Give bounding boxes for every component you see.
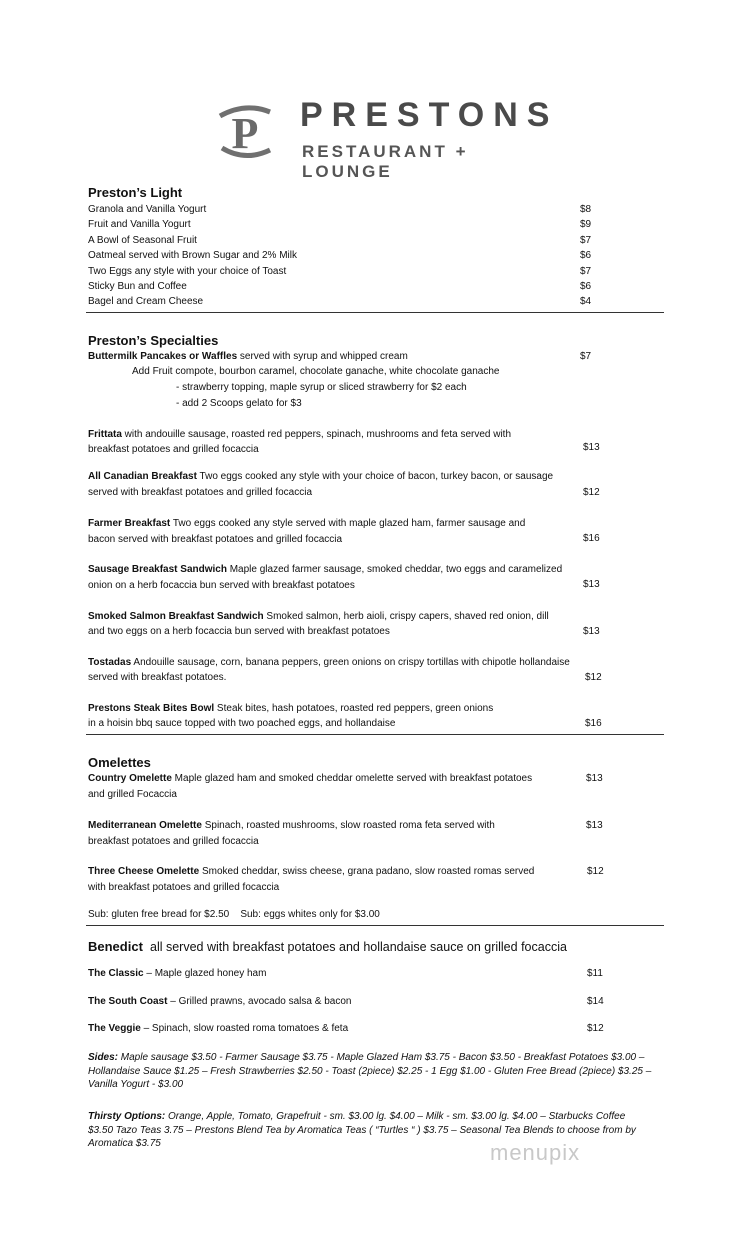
item-desc: onion on a herb focaccia bun served with breakfast potatoes [88,580,355,591]
list-item: All Canadian Breakfast Two eggs cooked any style with your choice of bacon, turkey bacon, or sausage [88,471,554,482]
addon-text: - strawberry topping, maple syrup or sliced strawberry for $2 each [176,382,467,393]
item-price: $6 [580,250,592,261]
item-desc: and two eggs on a herb focaccia bun served with breakfast potatoes [88,626,390,637]
list-item: Sticky Bun and Coffee [88,281,187,292]
list-item: Oatmeal served with Brown Sugar and 2% Milk [88,250,297,261]
item-price: $16 [585,718,602,729]
list-item: The Classic – Maple glazed honey ham [88,968,267,979]
item-desc: served with breakfast potatoes and grilled focaccia [88,487,313,498]
watermark: menupix [490,1140,581,1165]
divider [86,734,664,735]
item-price: $7 [580,266,592,277]
list-item: Prestons Steak Bites Bowl Steak bites, hash potatoes, roasted red peppers, green onions [88,703,494,714]
item-desc: bacon served with breakfast potatoes and grilled focaccia [88,534,343,545]
item-price: $7 [580,351,592,362]
list-item: Tostadas Andouille sausage, corn, banana peppers, green onions on crispy tortillas with chipotle hollandaise [88,657,570,668]
sides-list: Sides: Maple sausage $3.50 - Farmer Sausage $3.75 - Maple Glazed Ham $3.75 - Bacon $3.50 - Breakfast Potatoes $3.00 – Hollandaise Sauce $1.25 – Fresh Strawberries $2.50 - Toast (2piece) $2.25 - 1 Egg $1.00 - Gluten Free Bread (2piece) $3.25 – Vanilla Yogurt - $3.00 [88,1052,652,1090]
item-desc: breakfast potatoes and grilled focaccia [88,444,259,455]
thirsty-options: Thirsty Options: Orange, Apple, Tomato, Grapefruit - sm. $3.00 lg. $4.00 – Milk - sm. $3.00 lg. $4.00 – Starbucks Coffee $3.50 Tazo Teas 3.75 – Prestons Blend Tea by Aromatica Teas ( “Turtles “ ) $3.75 – Seasonal Tea Blends to choose from by Aromatica $3.75 [88,1111,636,1149]
item-price: $13 [586,773,603,784]
item-price: $16 [583,533,600,544]
item-price: $12 [585,672,602,683]
section-title-omelettes: Omelettes [88,755,151,770]
item-price: $11 [587,968,603,979]
item-desc: breakfast potatoes and grilled focaccia [88,836,259,847]
item-desc: in a hoisin bbq sauce topped with two poached eggs, and hollandaise [88,718,396,729]
item-desc: served with breakfast potatoes. [88,672,227,683]
substitution-note: Sub: gluten free bread for $2.50 Sub: eggs whites only for $3.00 [88,909,380,920]
list-item: Mediterranean Omelette Spinach, roasted mushrooms, slow roasted roma feta served with [88,820,495,831]
addon-text: - add 2 Scoops gelato for $3 [176,398,302,409]
brand-subtitle: RESTAURANT + LOUNGE [302,142,469,181]
list-item: Buttermilk Pancakes or Waffles served with syrup and whipped cream [88,351,408,362]
item-price: $12 [587,866,604,877]
item-price: $4 [580,296,592,307]
list-item: Frittata with andouille sausage, roasted red peppers, spinach, mushrooms and feta served with [88,429,512,440]
benedict-subtitle: all served with breakfast potatoes and hollandaise sauce on grilled focaccia [150,940,567,954]
list-item: Bagel and Cream Cheese [88,296,204,307]
list-item: The South Coast – Grilled prawns, avocado salsa & bacon [88,996,352,1007]
item-price: $13 [583,626,600,637]
section-title-benedict: Benedict [88,939,143,954]
list-item: A Bowl of Seasonal Fruit [88,235,197,246]
list-item: The Veggie – Spinach, slow roasted roma tomatoes & feta [88,1023,349,1034]
list-item: Smoked Salmon Breakfast Sandwich Smoked salmon, herb aioli, crispy capers, shaved red onion, dill [88,611,549,622]
list-item: Granola and Vanilla Yogurt [88,204,207,215]
item-price: $7 [580,235,592,246]
addon-text: Add Fruit compote, bourbon caramel, chocolate ganache, white chocolate ganache [132,366,500,377]
item-price: $13 [583,442,600,453]
divider [86,925,664,926]
section-title-specialties: Preston’s Specialties [88,333,219,348]
list-item: Farmer Breakfast Two eggs cooked any style served with maple glazed ham, farmer sausage and [88,518,526,529]
list-item: Country Omelette Maple glazed ham and smoked cheddar omelette served with breakfast potatoes [88,773,533,784]
brand-name: PRESTONS [300,96,559,134]
item-price: $13 [586,820,603,831]
section-title-light: Preston’s Light [88,185,183,200]
item-desc: with breakfast potatoes and grilled focaccia [88,882,280,893]
item-price: $12 [583,487,600,498]
list-item: Two Eggs any style with your choice of Toast [88,266,287,277]
restaurant-logo [212,96,559,181]
item-desc: and grilled Focaccia [88,789,177,800]
list-item: Fruit and Vanilla Yogurt [88,219,191,230]
list-item: Three Cheese Omelette Smoked cheddar, swiss cheese, grana padano, slow roasted romas served [88,866,535,877]
list-item: Sausage Breakfast Sandwich Maple glazed farmer sausage, smoked cheddar, two eggs and caramelized [88,564,563,575]
item-price: $8 [580,204,592,215]
item-price: $12 [587,1023,604,1034]
item-price: $6 [580,281,592,292]
svg-text:P: P [231,109,259,158]
item-price: $9 [580,219,592,230]
divider [86,312,664,313]
preston-logo-icon [212,98,278,164]
item-price: $14 [587,996,604,1007]
item-price: $13 [583,579,600,590]
